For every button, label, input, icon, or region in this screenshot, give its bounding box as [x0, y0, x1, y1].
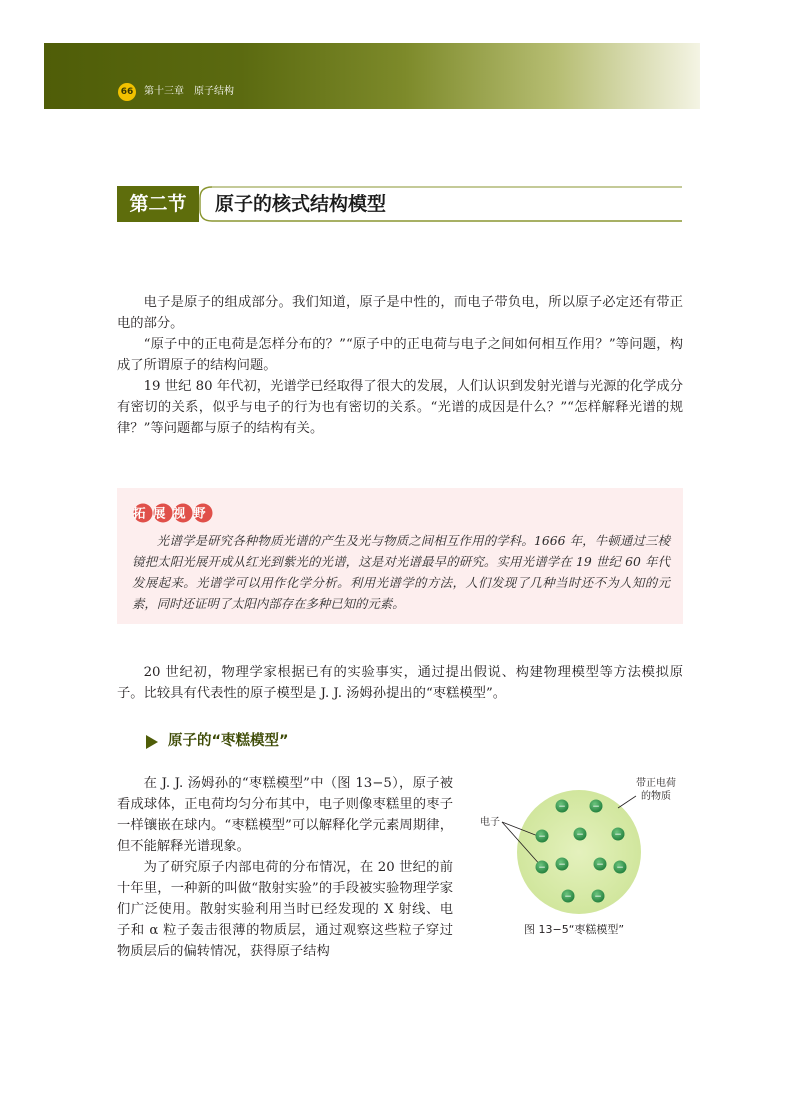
sidebar-badge [133, 503, 213, 523]
sidebar-badge-text: 拓展视野 [133, 505, 213, 521]
subsection-title: 原子的“枣糕模型” [168, 733, 289, 749]
chapter-title: 第十三章 原子结构 [144, 86, 234, 97]
figure-label-electron: 电子 [480, 817, 500, 828]
sidebar-text: 光谱学是研究各种物质光谱的产生及光与物质之间相互作用的学科。1666 年，牛顿通过三棱镜把太阳光展开成从红光到紫光的光谱，这是对光谱最早的研究。实用光谱学在 19 世纪 60 年代发展起来。光谱学可以用作化学分析。利用光谱学的方法，人们发现了几种当时还不为人知的元素，同时还证明了太阳内部存在多种已知的元素。 [132, 533, 670, 611]
figure-caption: 图 13−5“枣糕模型” [524, 923, 625, 936]
section-number-label: 第二节 [117, 186, 199, 222]
electron-sign-7: − [596, 860, 604, 870]
positive-sphere [517, 790, 641, 914]
electron-sign-11: − [594, 892, 602, 902]
electron-sign-8: − [538, 863, 546, 873]
plum-pudding-diagram [476, 770, 676, 945]
paragraph-scattering: 为了研究原子内部电荷的分布情况，在 20 世纪的前十年里，一种新的叫做“散射实验”的手段被实验物理学家们广泛使用。散射实验利用当时已经发现的 X 射线、电子和 α 粒子轰击很薄的物质层，通过观察这些粒子穿过物质层后的偏转情况，获得原子结构 [117, 860, 453, 959]
subsection-triangle-icon [146, 735, 158, 749]
header-band [44, 43, 700, 109]
figure-label-positive: 带正电荷 的物质 [636, 778, 676, 802]
section-title: 原子的核式结构模型 [215, 193, 387, 215]
page-number: 66 [118, 83, 136, 101]
electron-sign-1: − [558, 802, 566, 812]
electron-sign-3: − [538, 832, 546, 842]
paragraph-models: 20 世纪初，物理学家根据已有的实验事实，通过提出假说、构建物理模型等方法模拟原子。比较具有代表性的原子模型是 J. J. 汤姆孙提出的“枣糕模型”。 [117, 665, 683, 701]
electron-sign-2: − [592, 802, 600, 812]
electron-sign-9: − [616, 863, 624, 873]
paragraph-intro-3: 19 世纪 80 年代初，光谱学已经取得了很大的发展，人们认识到发射光谱与光源的化学成分有密切的关系，似乎与电子的行为也有密切的关系。“光谱的成因是什么？”“怎样解释光谱的规律？”等问题都与原子的结构有关。 [117, 379, 683, 436]
pointer-line-positive [618, 796, 636, 808]
paragraph-intro-2: “原子中的正电荷是怎样分布的？”“原子中的正电荷与电子之间如何相互作用？”等问题，构成了所谓原子的结构问题。 [117, 337, 683, 373]
electron-sign-6: − [558, 860, 566, 870]
paragraph-plum-model: 在 J. J. 汤姆孙的“枣糕模型”中（图 13−5），原子被看成球体，正电荷均匀分布其中，电子则像枣糕里的枣子一样镶嵌在球内。“枣糕模型”可以解释化学元素周期律，但不能解释光谱现象。 [117, 776, 453, 854]
electron-sign-4: − [576, 830, 584, 840]
electron-sign-5: − [614, 830, 622, 840]
electron-sign-10: − [564, 892, 572, 902]
paragraph-intro-1: 电子是原子的组成部分。我们知道，原子是中性的，而电子带负电，所以原子必定还有带正电的部分。 [117, 295, 683, 331]
